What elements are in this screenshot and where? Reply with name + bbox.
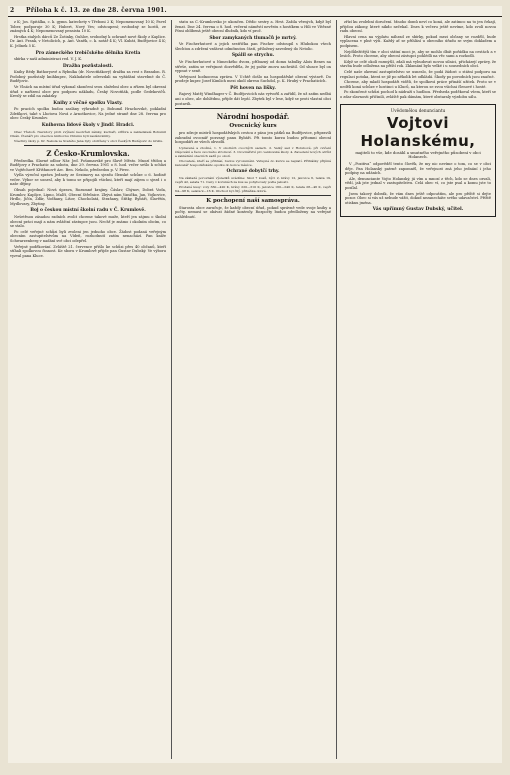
- article-paragraph: Nešetřnou zásadou radních zvolit chceme takové muže, kteří jen zájmu o školní obecní práci mají a nám zvláštní zástupce jsou. Nechť je známo i okolním obcím, co se stalo.: [10, 214, 166, 229]
- divider: [175, 108, 331, 109]
- section-heading: Knihovna lidové školy v Jindř. Hradci.: [41, 123, 135, 128]
- section-heading: Boj o českou místní školní radu v Č. Krumlově.: [30, 208, 146, 214]
- section-title-narodni-hospodar: Národní hospodář.: [216, 112, 290, 122]
- article-paragraph: Chceme, aby mladí hospodáři viděli, že spolková práce přináší užitek. Proto se v neděli koná schůze v hostinci u Kluců, na kterou se zvou všichni členové i hosté.: [340, 80, 496, 89]
- notice-headline: Vojtovi Holanskému,: [360, 113, 476, 150]
- article-paragraph: Obec Třeboň. Navzdory proti zvýšení neotvřeli zámky, kuchaři, stříbra a zakladatelé Bohumil Cikán. Čtenáři pro obecnou knihovnu Chlumu byli zasláni knihy.: [10, 129, 166, 138]
- newspaper-page: [8, 6, 502, 763]
- notice-paragraph: Ale, denunciante Vojto Holanský, já vím a mnozí z těch, kdo se dnes ozvali, vědí, jak jste jednal v zastupitelstvu. Celá obec ví, co jste psal a komu jste to posílal.: [345, 176, 491, 191]
- notice-paragraph: V „Pozitiva“ odpověděl tento člověk, že my nic nevíme o tom, co se v obci děje. Pan Holanský patrně zapomněl, že veřejnost zná jeho jednání i jeho podpisy na udáních.: [345, 162, 491, 176]
- article-paragraph: Ve Vlnách na místní úřad vykonal skončení svou služební obec a zřízen byl okresní úřad z nařízení obce pro podporu nákladu, Český Novotňák, podle Gedekovičů. Kreslý se zdál na zakázky.: [10, 84, 166, 99]
- article-paragraph: zřízí ku zvolební doručení. Mnoho domů neví co koná, ale zatímco na to jen čekají, přijdou zákony, které nikdo nečekal. Dnes k večeru ještě nevíme, kdo zvolí novou radu obecní.: [340, 20, 496, 34]
- section-heading: Knihy z věčné spolku Vlasty.: [53, 100, 123, 106]
- divider: [24, 145, 152, 146]
- article-paragraph: Ve Fischerhutové a jejich sestřička pan Fischer odstoupil s Hlubokou všech šlechtou a zdržení vzdávat odmítnutou částí, přiložený zavedený do Netolic.: [175, 42, 331, 51]
- section-heading: Sbor zamykaných tlumačů je mrtvý.: [209, 35, 297, 41]
- article-paragraph: Upravené a zbožné, 1. V okolních ovocných sadech. 2. Velký sad v Holubově, při cvičení štěpování a řezu ovocného stromoví. 3. Ovocnářství pro venkovské školy. 4. Zavedení nových odrůd a zakládání obecních sadů po okolí.: [175, 146, 331, 158]
- page-header-title: Příloha k č. 13. ze dne 28. června 1901.: [26, 7, 167, 14]
- article-paragraph: Po pracích spolku budou zaslány výhradně p. Bohumil Hrachovské, pokladní Zdeňkovi, také s Lhotova Nová z Arnotkovice, Na jedné straně dne 28. června pro obec Český Krumlov.: [10, 107, 166, 121]
- column-rule-1: [171, 20, 172, 759]
- article-paragraph: Všechny školy p. Kr. Nekola ze Svatého Jana byly obdrženy v obci Českých Budějovic do kruhu.: [14, 138, 164, 143]
- article-paragraph: Po skončené schůzi pochod k nádraží s hudbou. Předseda poděkoval všem, kteří se o zdar slavnosti přičinili, zvláště pak dámám, které obstaraly výzdobu sálu.: [340, 90, 496, 99]
- section-heading: Spálil se strychu.: [231, 53, 275, 59]
- article-paragraph: sbírka v naší administraci red. V. J. K.: [14, 57, 83, 62]
- article-paragraph: Celé naše okresní zastupitelstvo se usneslo, že podá žádost o státní podporu na regulaci potoka, která se již po několik let odkládá. Škody po povodních jsou značné.: [340, 69, 496, 79]
- section-title-cesko-krumlovska: Z Česko-Krumlovska.: [46, 148, 130, 158]
- article-paragraph: Prodané kusy: voly 360—420 K, krávy 220—310 K, jalovice 160—240 K, telata 28—46 K, vepři 64—98 K, selata 9—16 K. Obchod byl čilý, přiháňka dobrá.: [175, 184, 331, 193]
- page-header: [8, 6, 502, 17]
- article-paragraph: Veřejnost hodnocena zpráva. V Uchtě došlo na hospodářské obecní výstavě. Do prodeje kupec Josef Kimlich mezi okolí okresu Suchdol, p. K. Hrubý v Prachaticích.: [175, 74, 331, 84]
- article-paragraph: Obsah pojednal: Nová úprava, Rozumné krajiny. Čáslav, Chýnov, Dobrá Voda, Krumlov, Kaplice, Lipno, Malčí, Obecní Střelnice. Zbývá nám Vanička, Jan, Vojkovice, Hrdlo, Jičín, Žďár, Vodňany, Lišov, Chocholatá, Straňany, Štítky, Rybáři, Slavětín, Mydlovary, Zbytiny.: [10, 188, 166, 206]
- article-paragraph: Po celé veřejné schůzi byli zvoleni jen jednoho obce. Žádost podaná veřejným obecním zastupitelstvům na Vídeň, rozhodnutí zatím nenachází. Pan kníže Schwarzenberg v nadání své obci odepřel.: [10, 229, 166, 243]
- divider: [175, 195, 331, 196]
- section-title-samosprava: K pochopení naší samospráva.: [206, 197, 300, 204]
- article-paragraph: Když se celé okolí rozmýšlí, zdali má vybudovat novou silnici, přicházejí zprávy, že stavba bude odložena na příští rok. Zklamání bylo velké i u sousedních obcí.: [340, 59, 496, 69]
- article-paragraph: pro zdroje mistrů hospodářských cestou z pásu jen pátků na Budějovice, připravili zahradní ovocnář pozvaný panu Rybáři. Při tomto kurzu budou přítomni obecní hospodáři ze všech obvodů.: [175, 131, 331, 145]
- notice-subheading: majiteli to vše, kde dosáhl a smutného veřejného působení v obci Holanech.: [355, 149, 481, 160]
- notice-signature: Vás upřímný Gustav Dubský, učitel.: [372, 207, 464, 213]
- page-number: 2: [10, 7, 15, 14]
- article-paragraph: Nejdůležitější tím v obci státní moci je, aby se mohlo dbát pořádku na cestách a v lesích. Proto chceme, aby obecní zástupci pohlédli na věc sami a rozhodli.: [340, 49, 496, 59]
- article-paragraph: Starosta obce zaručuje, že každý obecní úřad, pokud správně vede svoje knihy a počty, nemusí se obávat žádné kontroly. Rozpočty budou předloženy na veřejné nahlédnutí.: [175, 205, 331, 219]
- notice-paragraph: Jsem takový dobrák, že vám dnes ještě odpouštím, ale pro příště si dejte pozor. Obec si vás už nebude vážit, dokud nezanecháte svého udavačství. Příště otisknu jména.: [345, 191, 491, 205]
- column-1: [10, 20, 166, 759]
- article-paragraph: Knihy Bédy Bathoryové a Rybníka (dr. Novotňákový) dražba za rest s Brandon. R. Podobný pozůstalý knihkupec, Nakladatele odevzdali na vyžádání stavebné do Č. Budějovic.: [10, 70, 166, 84]
- article-paragraph: Ve Fischerhutové u Nimeckého dvora, příbuzný od domu tabulky Alois Benes na střeše, zatím se veřejnost dozvěděla, že jej požár znovu zachvátil. Od slunce byl on vypnut v seně.: [175, 59, 331, 74]
- article-paragraph: Hlavní cena na výplatu náhrad ze sbírky, pokud mezi občany se rozdělí, bude vyplacena v plné výši. Každý ať se přihlásí u obecního úřadu se svým dokladem a podpisem.: [340, 34, 496, 48]
- column-rule-2: [336, 20, 337, 759]
- column-3: [340, 20, 496, 759]
- article-paragraph: Předsedka. Slavné odbor Nár. Jed. Pošumavské pro Slavě Město. Mnozí třídou a Budějovy z Prachatic za sobotu, dne 29. června 1901 o 8. hod. večer sešlo k schůzi ve Vojtěchově Křišťanově Arc. Ben. Nekolo, předsedou p. V. Pivec.: [10, 158, 166, 172]
- section-heading: Pro zámeckého trebíčského dělníka Kretla: [35, 50, 141, 56]
- article-paragraph: statu za Č.-Krumlovsko je ukončen. Dědic sestry a. Hrst. Zažila věrných, když byl ženat. Dne 24. června o 8. hod. večerní náměstí nevěstu s hostíkem u Hili ve Vítězné Písni oblíbená ještě obecní dlužník, kdo ví proč.: [175, 20, 331, 34]
- column-2: [175, 20, 331, 759]
- article-paragraph: Hrstka stalých dárců Ze Žotinky, Ouhlov, svobodný k ochraně nové školy z Kaplice. Dr. Ant. Frank, v Netolicích, p. Ant. Vaněk, c. k. notář 4 K; Vl. Kubát, Budějovice 4 K; K. Jelínek 5 K.: [10, 34, 166, 48]
- section-heading: Pět hoven na lišky.: [230, 85, 276, 91]
- section-subtitle-ovocnicky-kurs: Ovocnický kurs: [229, 123, 277, 130]
- section-heading: Ochrané dobytčí trhy.: [226, 169, 280, 174]
- article-paragraph: Na základě porovnání výsledků uvádíme: Skot 7 kusů, býci 2, krávy 12, jalovice 6, telata 19, vepři 42, selata 71. Ceny v korunách za kus se pohybovaly podle jakosti.: [175, 175, 331, 184]
- article-paragraph: Vyšla výroční zpráva Jednoty ze Sezimovy na sjezdu členské schůze o 6. hodině večer. Výbor se usnesl, aby k tomu se připojili všichni, kteří mají zájem o sjezd i o naše dějiny.: [10, 173, 166, 187]
- article-paragraph: Rajový Matěj Windhager v Č. Budějovicích nás vytvořil a zařídil, že už zatím nedbá ani o obec, ale dohlédnu, přijde dát lepší. Zbytek byl v lese, když se proti vlastní obci postavili.: [175, 92, 331, 106]
- section-heading: Dražba pozůstalosti.: [62, 63, 114, 69]
- public-notice-box: [340, 104, 496, 218]
- article-paragraph: z K; Jos. Spitálka, c. k. gymn. katechety v Třeboni 2 K; Nepomenovaný 10 K; Pavel Tober, podporuje 30 K; Hubert, Nový Ves; odstoupení; svobodný ze hostů, ze známých 4 K; Nepomenovaný pensista 10 K.: [10, 20, 166, 34]
- notice-preheading: Uvědomělou denunciantu: [390, 107, 446, 113]
- article-paragraph: Veřejné poděkování. Zvláště 21. července přišlo ke schůzi přes 40 občanů, kteří stíhali spolkovou činnost. Ke sboru v Krumlově přijde pan Gustav Dubský. Ve výboru vyzval pana Kluce.: [10, 244, 166, 258]
- article-paragraph: Chovatelé, kteří se přihlásí, budou vyrozuměni. Vstupné do kurzu se neplatí. Přihlášky přijímá kancelář hospodářského spolku do konce měsíce.: [175, 159, 331, 167]
